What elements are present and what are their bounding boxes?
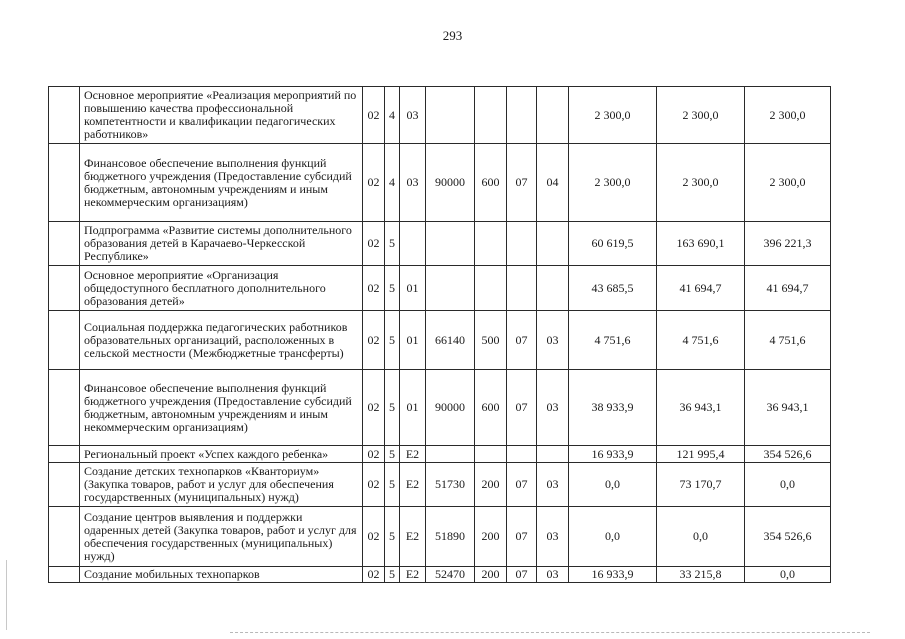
amount-year-3: 354 526,6 [745, 507, 831, 567]
amount-year-3: 0,0 [745, 567, 831, 583]
amount-year-2: 163 690,1 [657, 222, 745, 266]
amount-year-2: 73 170,7 [657, 463, 745, 507]
table-row [49, 311, 831, 370]
code-cell: 02 [363, 370, 385, 446]
code-cell: 07 [507, 507, 537, 567]
blank-cell [49, 507, 80, 567]
amount-year-2: 2 300,0 [657, 144, 745, 222]
code-cell: 5 [385, 266, 400, 311]
code-cell: 600 [475, 370, 507, 446]
blank-cell [49, 567, 80, 583]
code-cell: 4 [385, 144, 400, 222]
amount-year-1: 4 751,6 [569, 311, 657, 370]
code-cell: 01 [400, 311, 426, 370]
table-row [49, 266, 831, 311]
code-cell [537, 266, 569, 311]
code-cell [426, 222, 475, 266]
code-cell: 03 [537, 507, 569, 567]
code-cell: 5 [385, 222, 400, 266]
amount-year-3: 36 943,1 [745, 370, 831, 446]
blank-cell [49, 266, 80, 311]
row-name: Социальная поддержка педагогических работников образовательных организаций, расположенных в сельской местности (Межбюджетные трансферты) [80, 311, 363, 370]
blank-cell [49, 311, 80, 370]
table-row [49, 463, 831, 507]
code-cell: 5 [385, 567, 400, 583]
amount-year-1: 16 933,9 [569, 567, 657, 583]
amount-year-1: 38 933,9 [569, 370, 657, 446]
code-cell: 03 [400, 144, 426, 222]
code-cell: 02 [363, 144, 385, 222]
code-cell: 5 [385, 311, 400, 370]
code-cell: Е2 [400, 507, 426, 567]
amount-year-3: 396 221,3 [745, 222, 831, 266]
code-cell: 200 [475, 567, 507, 583]
table-row [49, 144, 831, 222]
amount-year-3: 2 300,0 [745, 144, 831, 222]
table-row [49, 507, 831, 567]
code-cell: 500 [475, 311, 507, 370]
row-name: Финансовое обеспечение выполнения функций бюджетного учреждения (Предоставление субсидий бюджетным, автономным учреждениям и иным некоммерческим организациям) [80, 144, 363, 222]
code-cell: Е2 [400, 567, 426, 583]
code-cell: 07 [507, 370, 537, 446]
code-cell [475, 87, 507, 144]
code-cell [537, 222, 569, 266]
scan-edge-mark [6, 560, 7, 630]
code-cell: 5 [385, 370, 400, 446]
code-cell: 02 [363, 222, 385, 266]
page-number: 293 [442, 28, 463, 43]
amount-year-3: 0,0 [745, 463, 831, 507]
code-cell: 66140 [426, 311, 475, 370]
code-cell: 200 [475, 463, 507, 507]
code-cell [426, 446, 475, 463]
table-row [49, 222, 831, 266]
amount-year-2: 4 751,6 [657, 311, 745, 370]
code-cell: Е2 [400, 446, 426, 463]
row-name: Создание мобильных технопарков [80, 567, 363, 583]
amount-year-2: 36 943,1 [657, 370, 745, 446]
code-cell: 5 [385, 463, 400, 507]
code-cell [537, 87, 569, 144]
blank-cell [49, 87, 80, 144]
amount-year-1: 0,0 [569, 463, 657, 507]
code-cell: 07 [507, 144, 537, 222]
code-cell: 02 [363, 311, 385, 370]
amount-year-1: 2 300,0 [569, 144, 657, 222]
row-name: Создание детских технопарков «Кванториум» (Закупка товаров, работ и услуг для обеспечения государственных (муниципальных) нужд) [80, 463, 363, 507]
code-cell: 07 [507, 311, 537, 370]
code-cell: 02 [363, 266, 385, 311]
amount-year-1: 43 685,5 [569, 266, 657, 311]
code-cell [507, 87, 537, 144]
amount-year-2: 2 300,0 [657, 87, 745, 144]
code-cell: 90000 [426, 144, 475, 222]
code-cell: Е2 [400, 463, 426, 507]
code-cell: 07 [507, 567, 537, 583]
code-cell: 51890 [426, 507, 475, 567]
scan-edge-line [230, 632, 870, 633]
blank-cell [49, 370, 80, 446]
code-cell: 90000 [426, 370, 475, 446]
code-cell [426, 87, 475, 144]
table-row [49, 567, 831, 583]
code-cell [400, 222, 426, 266]
row-name: Основное мероприятие «Реализация мероприятий по повышению качества профессиональной компетентности и квалификации педагогических работников» [80, 87, 363, 144]
code-cell: 02 [363, 507, 385, 567]
amount-year-1: 0,0 [569, 507, 657, 567]
code-cell: 01 [400, 370, 426, 446]
amount-year-3: 2 300,0 [745, 87, 831, 144]
code-cell: 02 [363, 463, 385, 507]
code-cell [507, 266, 537, 311]
code-cell [507, 222, 537, 266]
amount-year-2: 121 995,4 [657, 446, 745, 463]
code-cell [507, 446, 537, 463]
budget-table [48, 86, 831, 583]
row-name: Создание центров выявления и поддержки одаренных детей (Закупка товаров, работ и услуг для обеспечения государственных (муниципальных) нужд) [80, 507, 363, 567]
blank-cell [49, 446, 80, 463]
code-cell: 51730 [426, 463, 475, 507]
blank-cell [49, 144, 80, 222]
table-row [49, 87, 831, 144]
blank-cell [49, 463, 80, 507]
amount-year-2: 0,0 [657, 507, 745, 567]
code-cell: 4 [385, 87, 400, 144]
code-cell: 07 [507, 463, 537, 507]
row-name: Финансовое обеспечение выполнения функций бюджетного учреждения (Предоставление субсидий бюджетным, автономным учреждениям и иным некоммерческим организациям) [80, 370, 363, 446]
code-cell [475, 266, 507, 311]
code-cell: 5 [385, 446, 400, 463]
table-row [49, 446, 831, 463]
code-cell: 01 [400, 266, 426, 311]
amount-year-1: 60 619,5 [569, 222, 657, 266]
code-cell [475, 446, 507, 463]
table-row [49, 370, 831, 446]
amount-year-2: 33 215,8 [657, 567, 745, 583]
amount-year-1: 2 300,0 [569, 87, 657, 144]
code-cell: 03 [537, 370, 569, 446]
row-name: Основное мероприятие «Организация общедоступного бесплатного дополнительного образования детей» [80, 266, 363, 311]
code-cell: 03 [537, 463, 569, 507]
row-name: Региональный проект «Успех каждого ребенка» [80, 446, 363, 463]
blank-cell [49, 222, 80, 266]
code-cell [475, 222, 507, 266]
amount-year-2: 41 694,7 [657, 266, 745, 311]
amount-year-3: 354 526,6 [745, 446, 831, 463]
code-cell: 03 [537, 567, 569, 583]
row-name: Подпрограмма «Развитие системы дополнительного образования детей в Карачаево-Черкесской Республике» [80, 222, 363, 266]
code-cell: 03 [400, 87, 426, 144]
amount-year-1: 16 933,9 [569, 446, 657, 463]
code-cell [426, 266, 475, 311]
code-cell [537, 446, 569, 463]
code-cell: 5 [385, 507, 400, 567]
code-cell: 600 [475, 144, 507, 222]
code-cell: 02 [363, 567, 385, 583]
code-cell: 03 [537, 311, 569, 370]
code-cell: 200 [475, 507, 507, 567]
amount-year-3: 4 751,6 [745, 311, 831, 370]
code-cell: 02 [363, 446, 385, 463]
code-cell: 52470 [426, 567, 475, 583]
amount-year-3: 41 694,7 [745, 266, 831, 311]
code-cell: 04 [537, 144, 569, 222]
code-cell: 02 [363, 87, 385, 144]
